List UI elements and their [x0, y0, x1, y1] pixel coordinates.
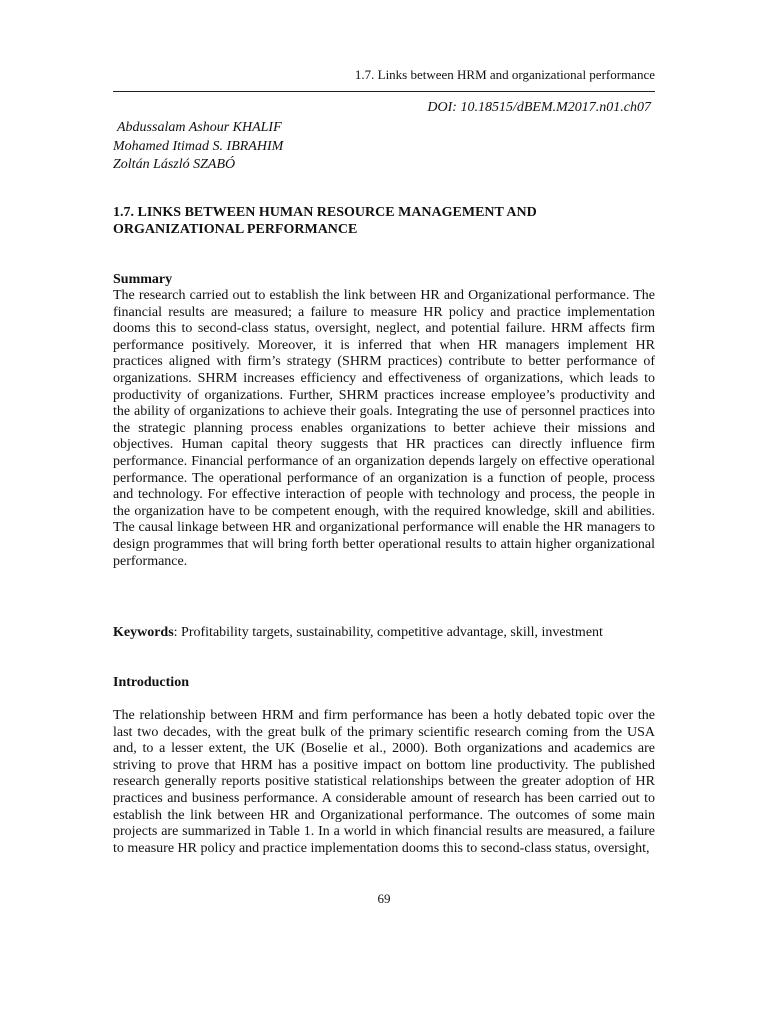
keywords-text: : Profitability targets, sustainability, competitive advantage, skill, investment — [173, 625, 603, 640]
keywords-label: Keywords — [113, 625, 174, 640]
keywords — [113, 624, 655, 641]
introduction-section — [113, 708, 655, 857]
chapter-title: 1.7. LINKS BETWEEN HUMAN RESOURCE MANAGEMENT AND ORGANIZATIONAL PERFORMANCE — [113, 205, 537, 237]
summary-text: The research carried out to establish the link between HR and Organizational performance. The financial results are measured; a failure to measure HR policy and practice implementation dooms this to second-class status, oversight, neglect, and potential failure. HRM affects firm performance positively. Moreover, it is inferred that when HR managers implement HR practices aligned with firm’s strategy (SHRM practices) contribute to better performance of organizations. SHRM increases efficiency and effectiveness of organizations, which leads to productivity of organizations. Further, SHRM practices increase employee’s productivity and the ability of organizations to achieve their goals. Integrating the use of personnel practices into the strategic planning process enables organizations to better achieve their missions and objectives. Human capital theory suggests that HR practices can directly influence firm performance. Financial performance of an organization depends largely on effective operational performance. The operational performance of an organization is a function of people, process and technology. For effective interaction of people with technology and process, the people in the organization have to be competent enough, with the required knowledge, skill and abilities. The causal linkage between HR and organizational performance will enable the HR managers to design programmes that will bring forth better operational results to attain higher organizational performance. — [113, 288, 655, 569]
author-name: Zoltán László SZABÓ — [113, 157, 236, 172]
doi: DOI: 10.18515/dBEM.M2017.n01.ch07 — [427, 100, 651, 115]
summary-section — [113, 271, 655, 570]
author-name: Abdussalam Ashour KHALIF — [117, 120, 282, 135]
introduction-text: The relationship between HRM and firm performance has been a hotly debated topic over the last two decades, with the great bulk of the primary scientific research coming from the USA and, to a lesser extent, the UK (Boselie et al., 2000). Both organizations and academics are striving to prove that HRM has a positive impact on bottom line productivity. The published research generally reports positive statistical relationships between the greater adoption of HR practices and business performance. A considerable amount of research has been carried out to establish the link between HR and Organizational performance. The outcomes of some main projects are summarized in Table 1. In a world in which financial results are measured, a failure to measure HR policy and practice implementation dooms this to second-class status, oversight, — [113, 708, 655, 856]
author-name: Mohamed Itimad S. IBRAHIM — [113, 138, 284, 154]
page-number: 69 — [377, 891, 391, 906]
running-header: 1.7. Links between HRM and organizational performance — [354, 67, 655, 82]
header-rule — [113, 91, 655, 92]
introduction-heading: Introduction — [113, 675, 189, 690]
author-list — [113, 119, 513, 175]
summary-heading: Summary — [113, 272, 173, 287]
